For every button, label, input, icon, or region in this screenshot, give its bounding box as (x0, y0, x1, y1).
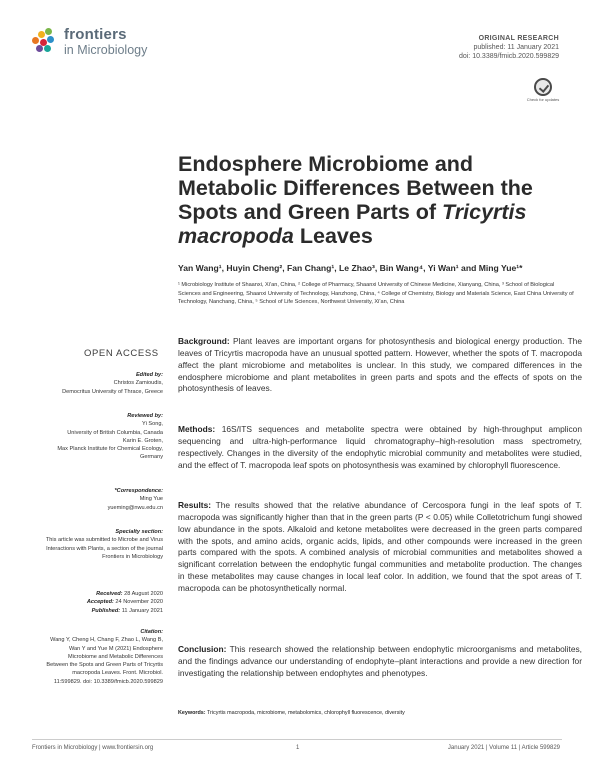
dates-block (87, 590, 163, 615)
published-label: Published: (91, 607, 121, 614)
reviewed-by-block (53, 412, 163, 462)
reviewer2-affiliation: Max Planck Institute for Chemical Ecology, Germany (57, 446, 163, 461)
background-heading: Background: (178, 336, 230, 346)
reviewer2-name[interactable]: Karin E. Groten, (122, 437, 163, 444)
journal-name-line1: frontiers (64, 26, 127, 43)
keywords-line (178, 710, 582, 716)
title-species: Tricyrtis macropoda (178, 200, 527, 248)
methods-heading: Methods: (178, 424, 216, 434)
specialty-section-block (45, 528, 163, 561)
published-side-date: 11 January 2021 (121, 607, 163, 614)
editor-name[interactable]: Christos Zamioudis, (113, 380, 163, 387)
correspondence-name: Ming Yue (139, 496, 163, 503)
reviewer1-affiliation: University of British Columbia, Canada (67, 429, 163, 436)
abstract-conclusion (178, 644, 582, 680)
footer-divider (32, 739, 562, 740)
author-list[interactable]: Yan Wang¹, Huyin Cheng², Fan Chang¹, Le Zhao³, Bin Wang⁴, Yi Wan¹ and Ming Yue¹* (178, 263, 523, 273)
conclusion-heading: Conclusion: (178, 644, 227, 654)
footer-volume: January 2021 | Volume 11 | Article 599829 (447, 745, 560, 751)
page-number: 1 (296, 745, 300, 751)
reviewed-by-label: Reviewed by: (127, 413, 163, 419)
correspondence-label: *Correspondence: (114, 488, 163, 494)
editor-affiliation: Democritus University of Thrace, Greece (62, 388, 163, 395)
edited-by-block (53, 371, 163, 396)
received-label: Received: (96, 591, 123, 597)
keywords-label: Keywords: (178, 710, 206, 716)
specialty-label: Specialty section: (115, 529, 163, 535)
conclusion-text: This research showed the relationship between endophytic microorganisms and metabolites, and the findings advance our understanding of endophyte–plant interactions and provide a new direction for investigating the relationship between endophytes and phenotypes. (178, 644, 582, 678)
received-row (87, 590, 163, 598)
footer-journal[interactable]: Frontiers in Microbiology | www.frontiersin.org (32, 745, 154, 751)
correspondence-email[interactable]: yueming@nwu.edu.cn (107, 504, 163, 511)
affiliations: ¹ Microbiology Institute of Shaanxi, Xi'an, China, ² College of Pharmacy, Shaanxi University of Chinese Medicine, Xianyang, China, ³ School of Biological Sciences and Engineering, Shaanxi University of Technology, Hanzhong, China, ⁴ College of Chemistry, Biology and Materials Science, East China University of Technology, Nanchang, China, ⁵ School of Life Sciences, Northwest University, Xi'an, China (178, 282, 574, 306)
journal-name-line2: in Microbiology (64, 43, 148, 57)
open-access-label: OPEN ACCESS (84, 348, 159, 359)
citation-block (45, 628, 163, 686)
background-text: Plant leaves are important organs for photosynthesis and biological energy production. The leaves of Tricyrtis macropoda have an unusual spotted pattern. However, whether the spots of T. macropoda affect the plant microbiome and metabolites is unclear. In this study, we compared differences in the endosphere microbiome and plant metabolites in green parts and spots and the effects of spots on the photosynthesis of leaves. (178, 336, 582, 394)
results-heading: Results: (178, 500, 212, 510)
correspondence-block (108, 487, 163, 512)
citation-text: Wang Y, Cheng H, Chang F, Zhao L, Wang B, Wan Y and Yue M (2021) Endosphere Microbiome and Metabolic Differences Between the Spots and Green Parts of Tricyrtis macropoda Leaves. Front. Microbiol. 11:599829. doi: 10.3389/fmicb.2020.599829 (46, 637, 163, 685)
published-date: published: 11 January 2021 (473, 44, 559, 51)
received-date: 28 August 2020 (124, 591, 163, 597)
article-title (178, 152, 578, 248)
accepted-date: 24 November 2020 (115, 599, 163, 606)
title-part2: Leaves (293, 224, 373, 248)
methods-text: 16S/ITS sequences and metabolite spectra were obtained by high-throughput amplicon sequencing and ultra-high-performance liquid chromatography–high-resolution mass spectrometry, respectively. Changes in the diversity of the endophytic microbial community and metabolites were studied, and the effect of T. macropoda leaf spots on photosynthesis was examined by chlorophyll fluorescence. (178, 424, 583, 470)
check-for-updates-label: Check for updates (526, 97, 560, 102)
citation-label: Citation: (140, 629, 163, 635)
results-text: The results showed that the relative abundance of Cercospora fungi in the leaf spots of T. macropoda was significantly higher than that in the green parts (P < 0.05) while Colletotrichum fungi showed low abundance in the spots. Alkaloid and ketone metabolites were decreased in the green parts compared with the spots, and amino acids, organic acids, lipids, and other compounds were increased in the green parts compared with the spots. A combined analysis of microbial communities and metabolites showed a significant correlation between the endophytic fungal communities and metabolite production. The changes in these metabolites may cause changes in local leaf color. In addition, we found that the spot areas of T. macropoda can be photosynthetically normal. (178, 500, 582, 593)
title-part1: Endosphere Microbiome and Metabolic Differences Between the Spots and Green Parts of (178, 152, 533, 224)
frontiers-logo-icon (32, 28, 58, 54)
article-meta (459, 34, 559, 61)
keywords-text: Tricyrtis macropoda, microbiome, metabolomics, chlorophyll fluorescence, diversity (206, 710, 405, 716)
published-row (87, 607, 163, 615)
crossmark-icon (534, 78, 552, 96)
article-type: ORIGINAL RESEARCH (478, 35, 559, 42)
specialty-text: This article was submitted to Microbe and Virus Interactions with Plants, a section of the journal Frontiers in Microbiology (45, 537, 163, 560)
accepted-label: Accepted: (86, 599, 114, 606)
journal-logo[interactable] (32, 26, 202, 66)
edited-by-label: Edited by: (135, 372, 163, 378)
check-for-updates-button[interactable] (526, 78, 560, 108)
abstract-results (178, 500, 582, 595)
abstract-methods (178, 424, 582, 471)
abstract-background (178, 336, 582, 395)
doi-link[interactable]: doi: 10.3389/fmicb.2020.599829 (458, 53, 559, 60)
accepted-row (87, 598, 163, 606)
reviewer1-name[interactable]: Yi Song, (142, 421, 163, 428)
